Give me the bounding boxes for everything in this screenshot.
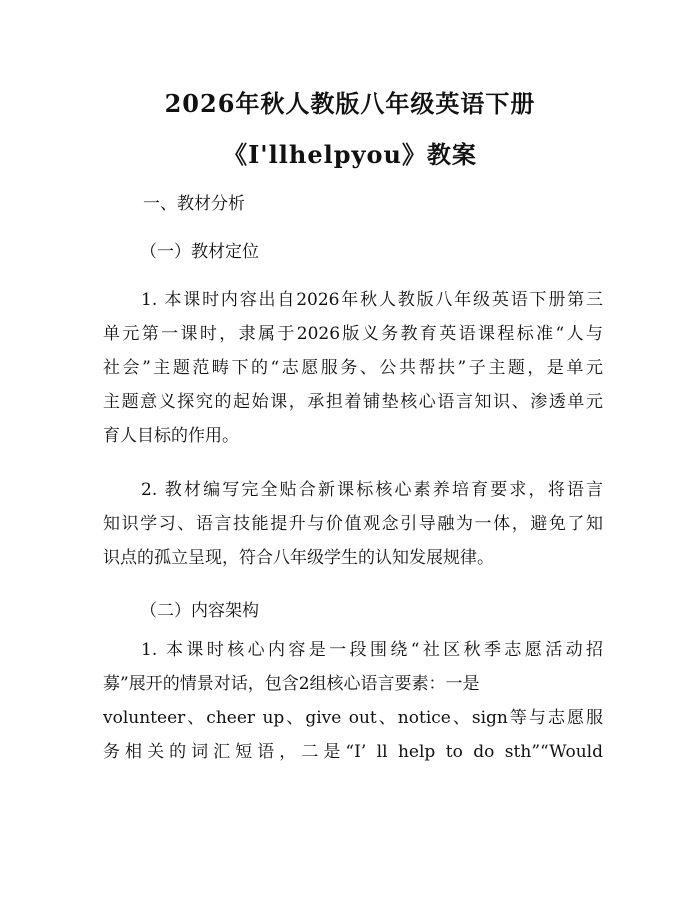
paragraph-line: 知识学习、语言技能提升与价值观念引导融为一体，避免了知 (103, 514, 603, 534)
paragraph-structure-1 (103, 633, 603, 769)
section-heading-textbook-analysis: 一、教材分析 (143, 194, 245, 214)
paragraph-line: 募”展开的情景对话，包含2组核心语言要素：一是 (103, 674, 480, 694)
paragraph-positioning-1 (103, 283, 603, 453)
paragraph-line: 1. 本课时内容出自2026年秋人教版八年级英语下册第三 (141, 290, 603, 310)
paragraph-line: 1. 本课时核心内容是一段围绕“社区秋季志愿活动招 (141, 640, 603, 660)
paragraph-line: 务相关的词汇短语，二是“I’ ll help to do sth”“Would (103, 742, 603, 762)
paragraph-line: 社会”主题范畴下的“志愿服务、公共帮扶”子主题，是单元 (103, 358, 603, 378)
paragraph-line: volunteer、cheer up、give out、notice、sign等与志愿服 (103, 708, 603, 728)
paragraph-positioning-2 (103, 473, 603, 575)
document-title-line-2: 《I'llhelpyou》教案 (223, 140, 477, 169)
document-title-line-1: 2026年秋人教版八年级英语下册 (164, 89, 536, 118)
paragraph-line: 主题意义探究的起始课，承担着铺垫核心语言知识、渗透单元 (103, 392, 603, 412)
paragraph-line: 育人目标的作用。 (103, 426, 239, 446)
paragraph-line: 识点的孤立呈现，符合八年级学生的认知发展规律。 (103, 548, 494, 568)
subsection-heading-content-structure: （二）内容架构 (140, 601, 259, 621)
subsection-heading-textbook-positioning: （一）教材定位 (140, 242, 259, 262)
paragraph-line: 2. 教材编写完全贴合新课标核心素养培育要求，将语言 (141, 480, 603, 500)
paragraph-line: 单元第一课时，隶属于2026版义务教育英语课程标准“人与 (103, 324, 603, 344)
